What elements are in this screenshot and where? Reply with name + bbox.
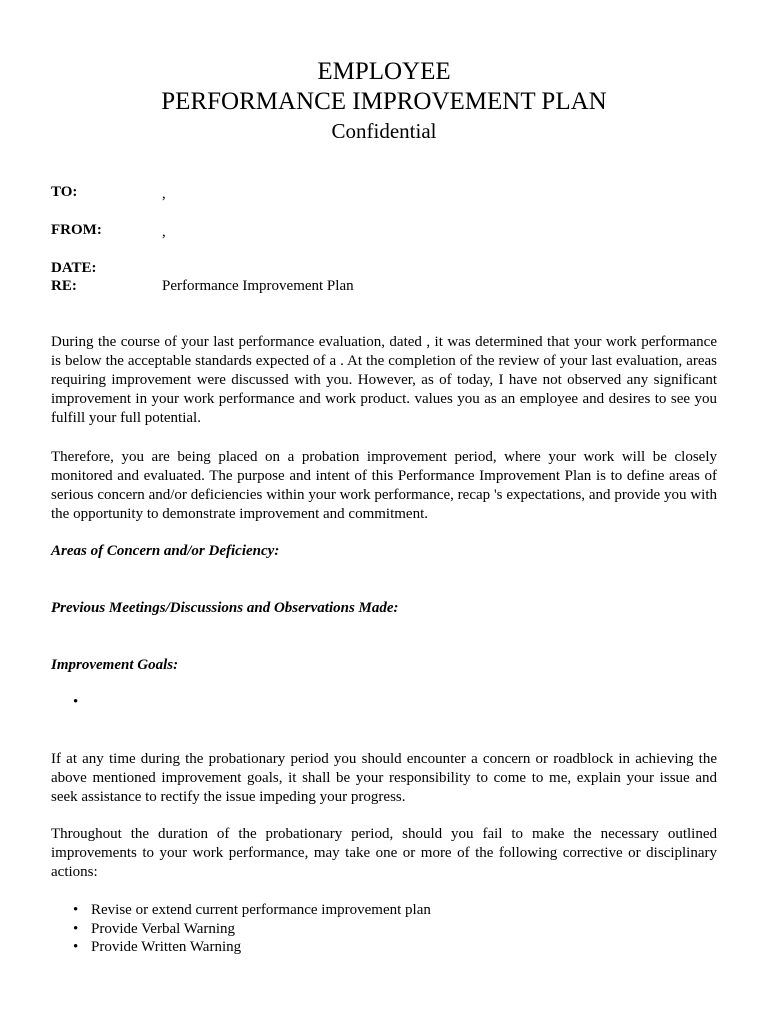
paragraph-corrective-actions: Throughout the duration of the probationary period, should you fail to make the necessary outlined improvements to your work performance, may take one or more of the following corrective or disciplinary actions: xyxy=(51,826,717,880)
to-label: TO: xyxy=(51,184,78,200)
action-text: Provide Verbal Warning xyxy=(91,920,236,937)
list-item xyxy=(73,901,431,920)
corrective-actions-list xyxy=(73,901,431,957)
bullet-mark: • xyxy=(73,939,79,955)
document-title-plan: PERFORMANCE IMPROVEMENT PLAN xyxy=(161,88,607,115)
paragraph-probation: Therefore, you are being placed on a probation improvement period, where your work will be closely monitored and evaluated. The purpose and intent of this Performance Improvement Plan is to define areas of serious concern and/or deficiencies within your work performance, recap 's expectations, and provide you with the opportunity to demonstrate improvement and commitment. xyxy=(51,449,717,522)
list-item xyxy=(73,920,431,939)
heading-previous-meetings: Previous Meetings/Discussions and Observations Made: xyxy=(51,600,399,616)
heading-improvement-goals: Improvement Goals: xyxy=(51,657,179,673)
list-item xyxy=(73,938,431,957)
heading-areas-of-concern: Areas of Concern and/or Deficiency: xyxy=(51,543,280,559)
date-label: DATE: xyxy=(51,260,97,276)
from-label: FROM: xyxy=(51,222,102,238)
paragraph-evaluation: During the course of your last performance evaluation, dated , it was determined that your work performance is below the acceptable standards expected of a . At the completion of the review of your last evaluation, areas requiring improvement were discussed with you. However, as of today, I have not observed any significant improvement in your work performance and work product. values you as an employee and desires to see you fulfill your full potential. xyxy=(51,334,717,426)
re-value: Performance Improvement Plan xyxy=(162,278,354,294)
paragraph-roadblock: If at any time during the probationary period you should encounter a concern or roadblock in achieving the above mentioned improvement goals, it shall be your responsibility to come to me, explain your issue and seek assistance to rectify the issue impeding your progress. xyxy=(51,751,717,805)
confidential-subtitle: Confidential xyxy=(331,119,437,143)
action-text: Provide Written Warning xyxy=(91,939,242,955)
from-value: , xyxy=(162,224,166,240)
goal-bullet: • xyxy=(73,694,79,710)
re-label: RE: xyxy=(51,278,77,294)
bullet-mark: • xyxy=(73,920,79,937)
action-text: Revise or extend current performance improvement plan xyxy=(91,902,431,918)
to-value: , xyxy=(162,186,166,202)
bullet-mark: • xyxy=(73,902,79,918)
document-title-employee: EMPLOYEE xyxy=(317,58,451,85)
